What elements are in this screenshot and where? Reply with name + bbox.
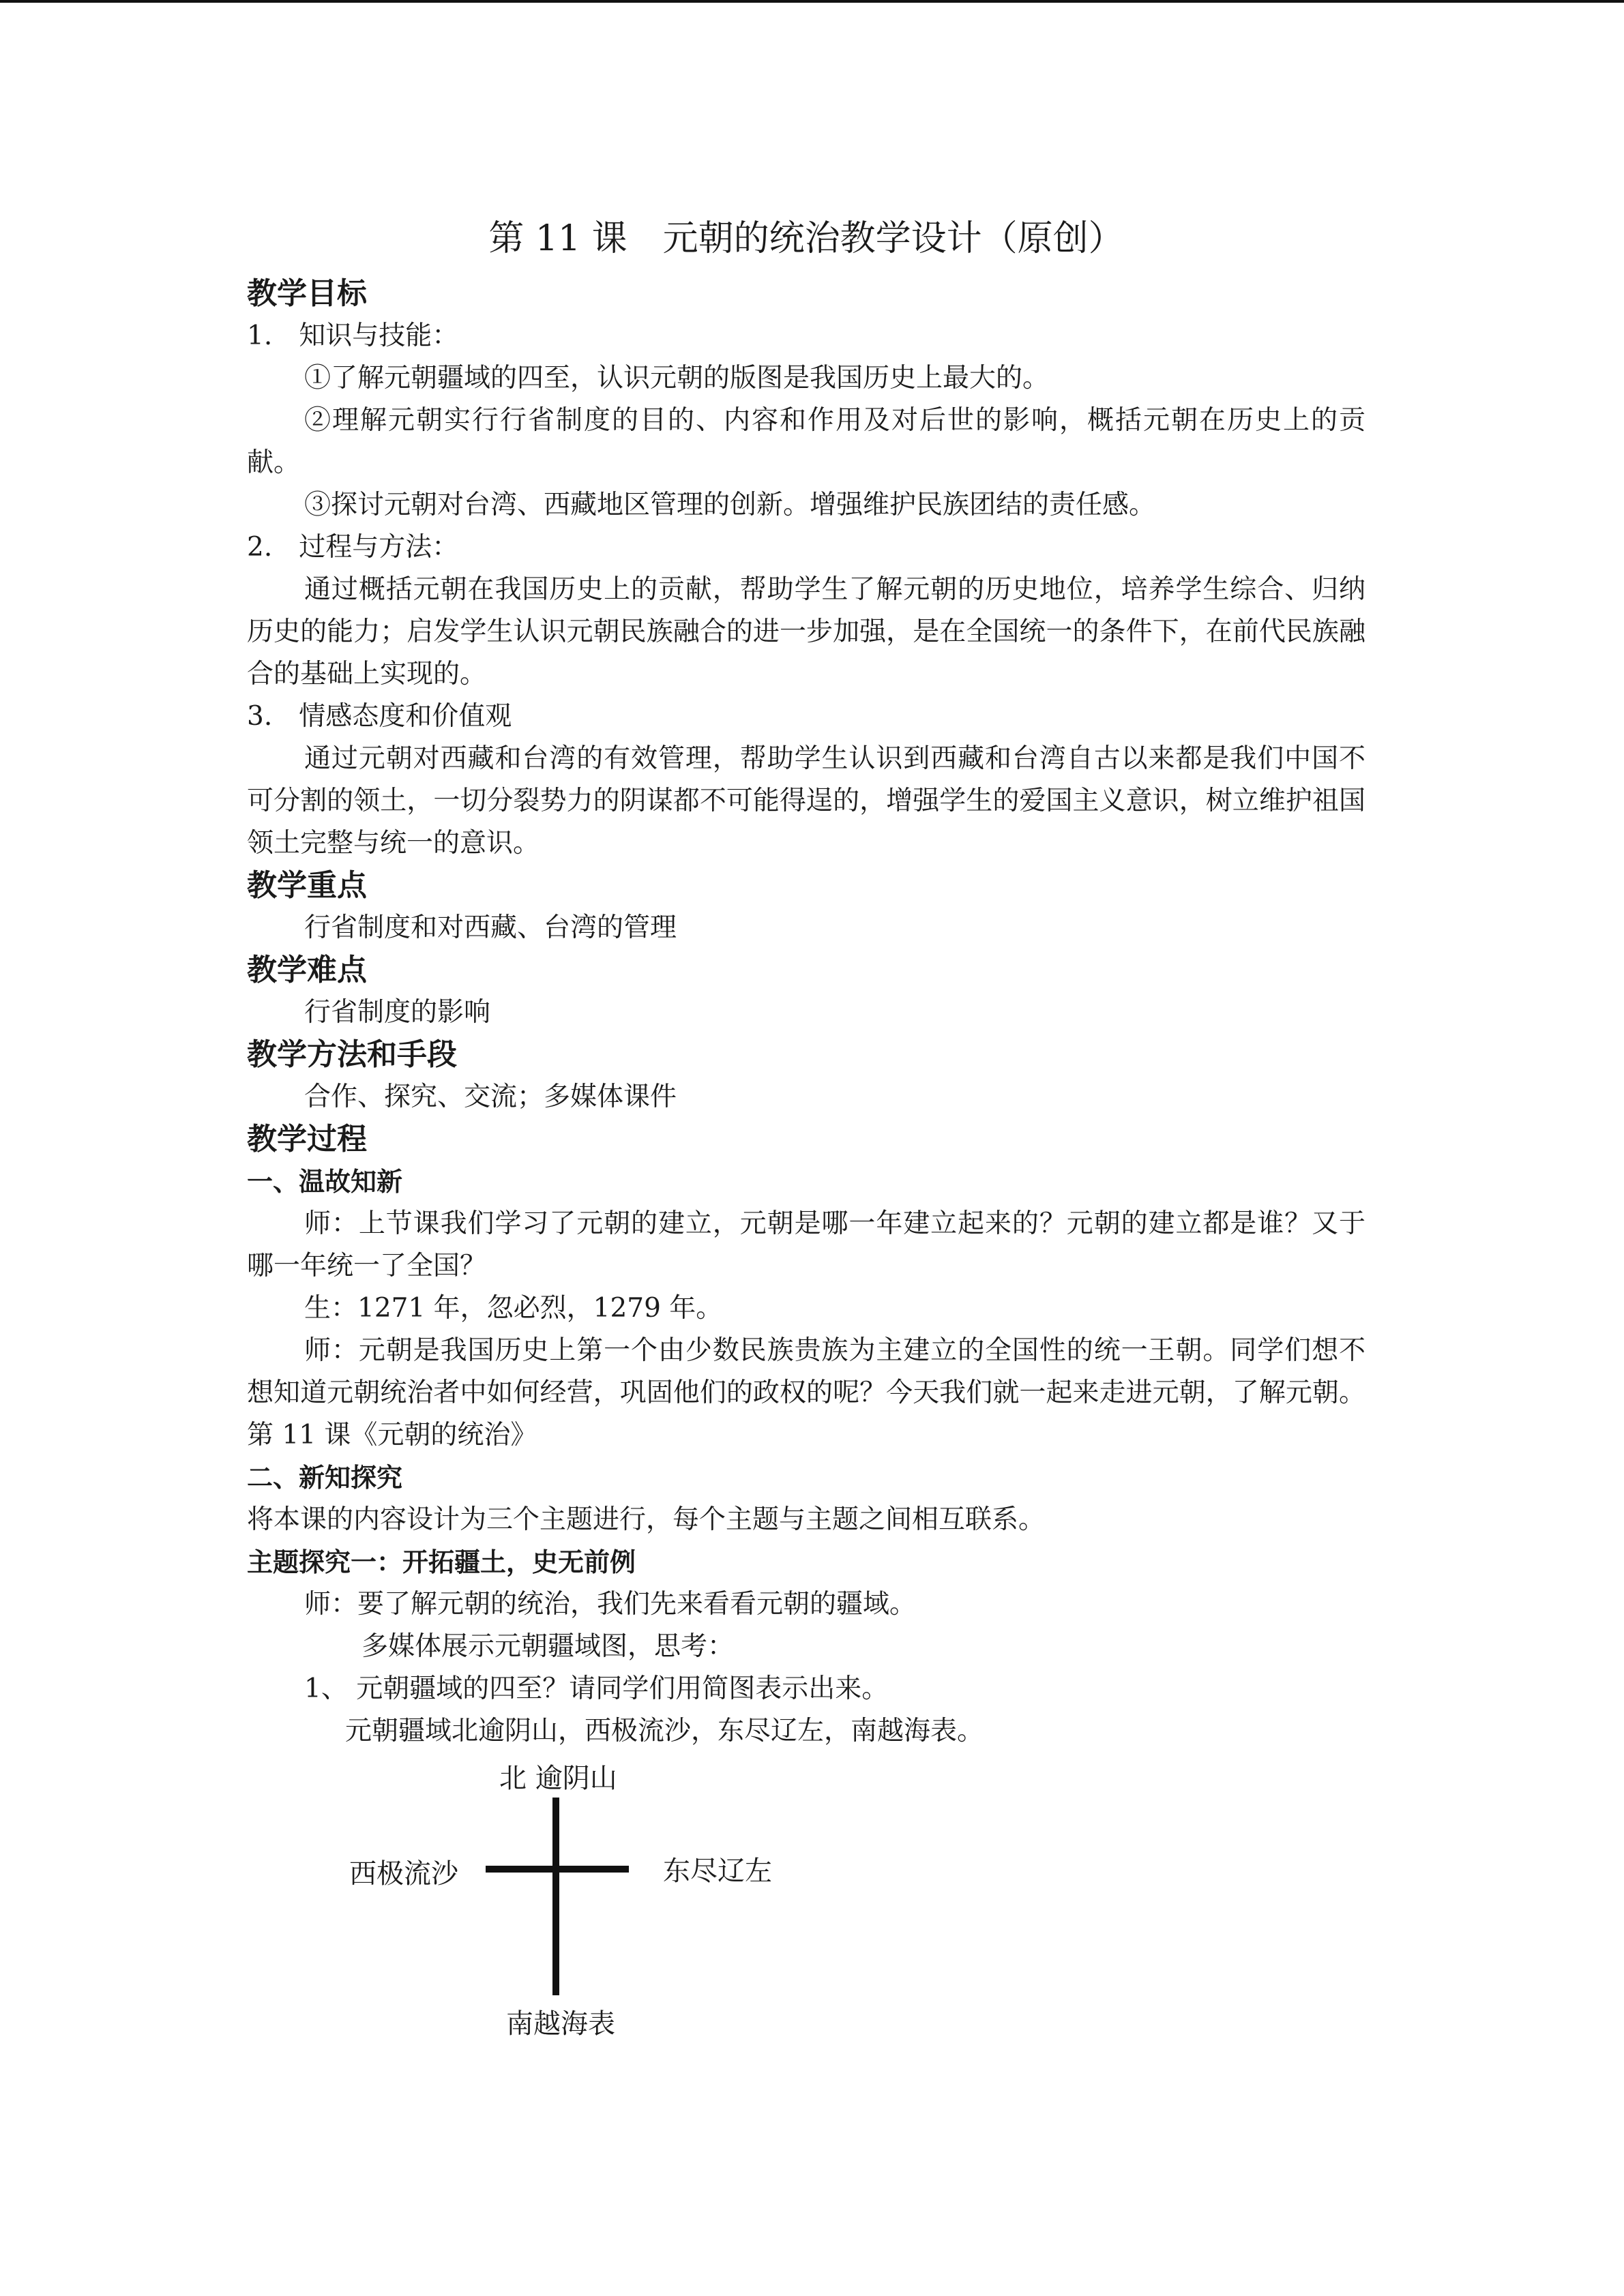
objective-2-label: 2. 过程与方法： (247, 532, 459, 563)
question-1: 1、 元朝疆域的四至？请同学们用简图表示出来。 (304, 1673, 889, 1704)
process-heading: 教学过程 (247, 1122, 367, 1157)
objectives-heading: 教学目标 (247, 276, 367, 311)
objective-1c: ③探讨元朝对台湾、西藏地区管理的创新。增强维护民族团结的责任感。 (304, 490, 1156, 520)
student-line-1: 生：1271 年，忽必烈，1279 年。 (304, 1293, 723, 1324)
theme1-heading: 主题探究一：开拓疆土，史无前例 (247, 1547, 636, 1577)
teacher-line-1: 师：上节课我们学习了元朝的建立，元朝是哪一年建立起来的？元朝的建立都是谁？又于哪一年统一了全国？ (247, 1208, 1365, 1281)
diagram-south-label: 南越海表 (506, 2008, 615, 2040)
objective-1a: ①了解元朝疆域的四至，认识元朝的版图是我国历史上最大的。 (304, 363, 1050, 393)
difficulties-heading: 教学难点 (247, 953, 367, 987)
document-page (247, 205, 1365, 2043)
objective-3-text: 通过元朝对西藏和台湾的有效管理，帮助学生认识到西藏和台湾自古以来都是我们中国不可分割的领土，一切分裂势力的阴谋都不可能得逞的，增强学生的爱国主义意识，树立维护祖国领土完整与统一的意识。 (247, 743, 1365, 859)
key-points-heading: 教学重点 (247, 868, 367, 903)
answer-1: 元朝疆域北逾阴山，西极流沙，东尽辽左，南越海表。 (345, 1716, 984, 1746)
diagram-east-label: 东尽辽左 (663, 1855, 772, 1887)
methods-heading: 教学方法和手段 (247, 1037, 457, 1072)
methods-text: 合作、探究、交流；多媒体课件 (304, 1082, 677, 1112)
diagram-west-label: 西极流沙 (349, 1858, 458, 1890)
review-heading: 一、温故知新 (247, 1167, 403, 1197)
diagram-vertical-line (552, 1798, 559, 1995)
objective-3-label: 3. 情感态度和价值观 (247, 701, 512, 732)
objective-1b: ②理解元朝实行行省制度的目的、内容和作用及对后世的影响，概括元朝在历史上的贡献。 (247, 405, 1365, 478)
difficulties-text: 行省制度的影响 (304, 997, 491, 1028)
media-line: 多媒体展示元朝疆域图，思考： (361, 1631, 735, 1662)
diagram-horizontal-line (486, 1866, 629, 1873)
explore-intro: 将本课的内容设计为三个主题进行，每个主题与主题之间相互联系。 (247, 1504, 1046, 1535)
page-top-border (0, 0, 1624, 3)
explore-heading: 二、新知探究 (247, 1463, 403, 1493)
teacher-line-2: 师：元朝是我国历史上第一个由少数民族贵族为主建立的全国性的统一王朝。同学们想不想知道元朝统治者中如何经营，巩固他们的政权的呢？今天我们就一起来走进元朝，了解元朝。第 11 课《元朝的统治》 (247, 1335, 1365, 1450)
objective-2-text: 通过概括元朝在我国历史上的贡献，帮助学生了解元朝的历史地位，培养学生综合、归纳历史的能力；启发学生认识元朝民族融合的进一步加强，是在全国统一的条件下，在前代民族融合的基础上实现的。 (247, 574, 1365, 689)
diagram-north-label: 北 逾阴山 (499, 1763, 617, 1794)
teacher-line-3: 师：要了解元朝的统治，我们先来看看元朝的疆域。 (304, 1589, 917, 1620)
key-points-text: 行省制度和对西藏、台湾的管理 (304, 912, 677, 943)
objective-1-label: 1. 知识与技能： (247, 320, 459, 351)
document-title: 第 11 课 元朝的统治教学设计（原创） (488, 218, 1124, 259)
territory-diagram (295, 1757, 909, 2043)
